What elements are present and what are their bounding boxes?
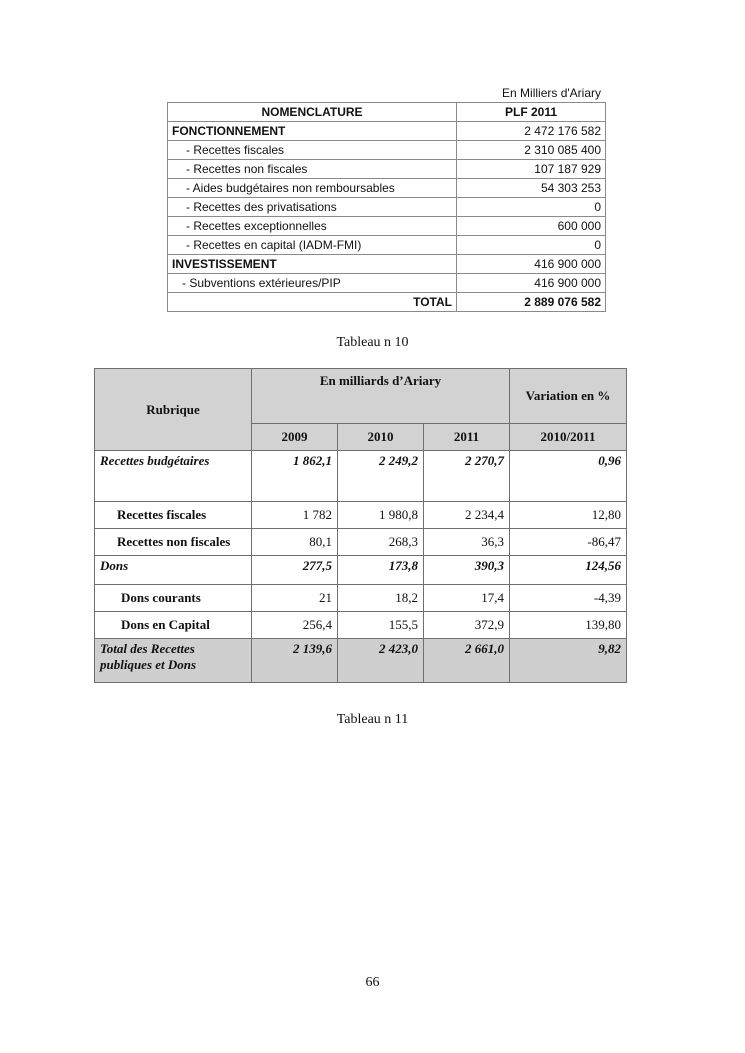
table10-row-value: 2 310 085 400 [457, 141, 606, 160]
table10-total-value: 2 889 076 582 [457, 293, 606, 312]
table11-row [95, 502, 627, 529]
table10-row-label: FONCTIONNEMENT [168, 122, 457, 141]
table11-cell-2010: 173,8 [338, 556, 424, 585]
table10-row-label: - Recettes fiscales [168, 141, 457, 160]
table10-row-value: 600 000 [457, 217, 606, 236]
table11-cell-2010: 18,2 [338, 585, 424, 612]
table11 [94, 368, 627, 683]
page-number: 66 [365, 975, 380, 990]
table10-row-value: 0 [457, 198, 606, 217]
table11-total-label-line2: publiques et Dons [100, 657, 197, 672]
table10-row [168, 179, 606, 198]
table10-row-value: 2 472 176 582 [457, 122, 606, 141]
table11-header-variation-period: 2010/2011 [510, 424, 627, 451]
table11-row-label: Recettes budgétaires [95, 451, 252, 502]
table11-cell-2011: 36,3 [424, 529, 510, 556]
table11-row-label: Dons [95, 556, 252, 585]
table10-row [168, 217, 606, 236]
table11-header-row [95, 369, 627, 424]
table11-cell-2011: 2 234,4 [424, 502, 510, 529]
table11-cell-2010: 268,3 [338, 529, 424, 556]
table11-row-label: Recettes non fiscales [95, 529, 252, 556]
table10-row-value: 416 900 000 [457, 274, 606, 293]
table11-cell-2011: 372,9 [424, 612, 510, 639]
table10-header-plf: PLF 2011 [457, 103, 606, 122]
table11-total-label [95, 639, 252, 683]
table11-cell-2011: 390,3 [424, 556, 510, 585]
table10-caption: Tableau n 10 [336, 335, 409, 350]
table11-row-label: Dons en Capital [95, 612, 252, 639]
table11-cell-variation: -86,47 [510, 529, 627, 556]
table11-cell-2009: 277,5 [252, 556, 338, 585]
table11-header-year: 2009 [252, 424, 338, 451]
table11-row [95, 451, 627, 502]
table11-cell-2009: 1 862,1 [252, 451, 338, 502]
table10-row-label: - Recettes des privatisations [168, 198, 457, 217]
table10-total-label: TOTAL [168, 293, 457, 312]
table10-row-label: - Recettes en capital (IADM-FMI) [168, 236, 457, 255]
table11-cell-2010: 2 423,0 [338, 639, 424, 683]
table11-cell-2009: 256,4 [252, 612, 338, 639]
table10-row [168, 236, 606, 255]
table10-row [168, 141, 606, 160]
table11-row-label: Recettes fiscales [95, 502, 252, 529]
table11-cell-variation: 0,96 [510, 451, 627, 502]
table11-cell-2010: 155,5 [338, 612, 424, 639]
table11-row [95, 529, 627, 556]
table10-row-value: 54 303 253 [457, 179, 606, 198]
table11-row [95, 556, 627, 585]
table10-row [168, 122, 606, 141]
table11-cell-2009: 1 782 [252, 502, 338, 529]
table11-cell-2010: 1 980,8 [338, 502, 424, 529]
table10-row [168, 255, 606, 274]
table11-cell-2010: 2 249,2 [338, 451, 424, 502]
table11-row [95, 612, 627, 639]
table10-row-label: - Subventions extérieures/PIP [168, 274, 457, 293]
table11-cell-2011: 2 270,7 [424, 451, 510, 502]
table11-cell-2011: 2 661,0 [424, 639, 510, 683]
table10-row-label: - Recettes exceptionnelles [168, 217, 457, 236]
table10 [167, 102, 606, 312]
table11-cell-2009: 80,1 [252, 529, 338, 556]
table10-row [168, 198, 606, 217]
table10-unit: En Milliers d'Ariary [502, 86, 601, 100]
table10-row [168, 274, 606, 293]
table11-cell-variation: 12,80 [510, 502, 627, 529]
table11-total-row [95, 639, 627, 683]
table11-header-rubrique: Rubrique [95, 369, 252, 451]
table11-cell-variation: -4,39 [510, 585, 627, 612]
table11-row [95, 585, 627, 612]
table11-cell-variation: 124,56 [510, 556, 627, 585]
table10-row-value: 416 900 000 [457, 255, 606, 274]
table11-caption: Tableau n 11 [336, 712, 409, 727]
table11-header-variation: Variation en % [510, 369, 627, 424]
table11-cell-2011: 17,4 [424, 585, 510, 612]
table10-header-nomenclature: NOMENCLATURE [168, 103, 457, 122]
table11-header-year: 2010 [338, 424, 424, 451]
table10-row-label: INVESTISSEMENT [168, 255, 457, 274]
table11-cell-2009: 2 139,6 [252, 639, 338, 683]
table11-cell-variation: 139,80 [510, 612, 627, 639]
table11-cell-variation: 9,82 [510, 639, 627, 683]
table10-row-value: 0 [457, 236, 606, 255]
table10-row-value: 107 187 929 [457, 160, 606, 179]
table11-header-year: 2011 [424, 424, 510, 451]
table11-cell-2009: 21 [252, 585, 338, 612]
table10-header-row [168, 103, 606, 122]
table11-total-label-line1: Total des Recettes [100, 641, 195, 656]
table10-total-row [168, 293, 606, 312]
table10-row-label: - Aides budgétaires non remboursables [168, 179, 457, 198]
table11-row-label: Dons courants [95, 585, 252, 612]
table10-row-label: - Recettes non fiscales [168, 160, 457, 179]
table10-row [168, 160, 606, 179]
table11-header-group: En milliards d’Ariary [252, 369, 510, 424]
